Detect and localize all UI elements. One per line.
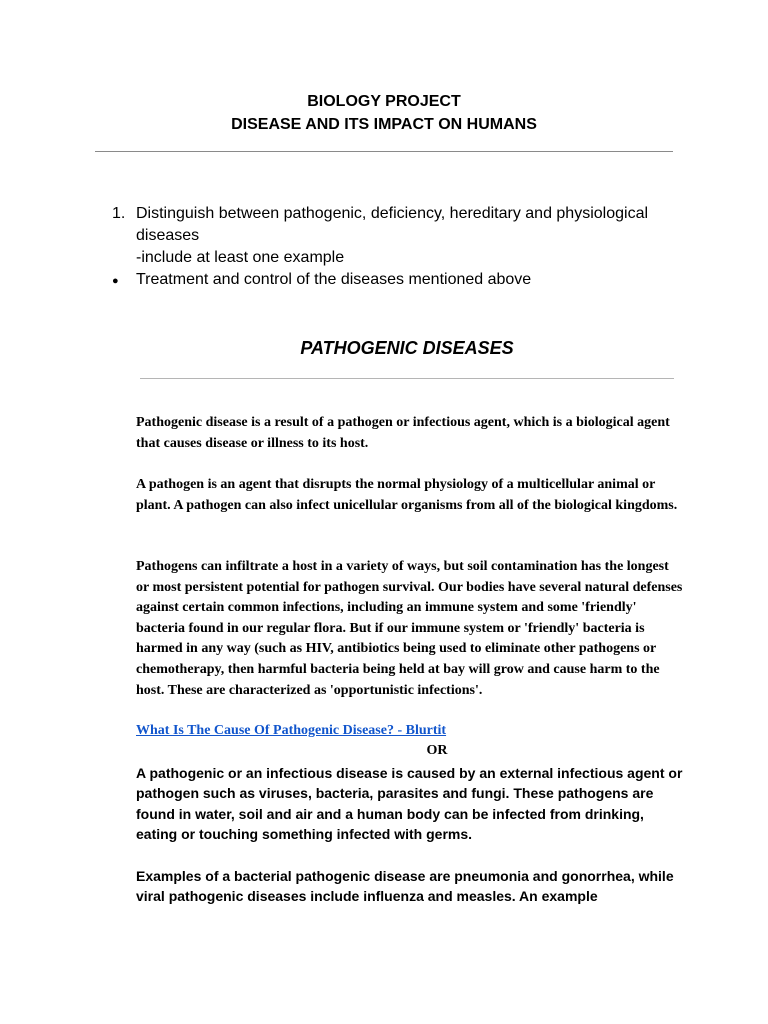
title-line-1: BIOLOGY PROJECT <box>307 93 461 110</box>
task-list-item-2 <box>112 269 682 291</box>
task-1-line-2: diseases <box>136 227 200 244</box>
task-2-text: Treatment and control of the diseases mentioned above <box>136 271 532 288</box>
paragraph-infiltration: Pathogens can infiltrate a host in a variety of ways, but soil contamination has the longest or most persistent potential for pathogen survival. Our bodies have several natural defenses against certain common infections, including an immune system and some 'friendly' bacteria found in our regular flora. But if our immune system or 'friendly' bacteria is harmed in any way (such as HIV, antibiotics being used to eliminate other pathogens or chemotherapy, then harmful bacteria being held at bay will grow and cause harm to the host. These are characterized as 'opportunistic infections'. <box>136 559 683 698</box>
list-number-1: 1. <box>112 205 126 222</box>
source-link[interactable]: What Is The Cause Of Pathogenic Disease? - Blurtit <box>136 723 447 738</box>
paragraph-infectious: A pathogenic or an infectious disease is caused by an external infectious agent or pathogen such as viruses, bacteria, parasites and fungi. These pathogens are found in water, soil and air and a human body can be infected from drinking, eating or touching something infected with germs. <box>136 765 683 843</box>
or-separator: OR <box>426 743 448 758</box>
task-1-line-3: -include at least one example <box>136 249 345 266</box>
bullet-icon: ● <box>112 275 119 287</box>
task-1-line-1: Distinguish between pathogenic, deficiency, hereditary and physiological <box>136 205 649 222</box>
title-line-2: DISEASE AND ITS IMPACT ON HUMANS <box>231 116 537 133</box>
header-divider <box>95 151 673 152</box>
paragraph-definition: Pathogenic disease is a result of a pathogen or infectious agent, which is a biological agent that causes disease or illness to its host. <box>136 415 670 451</box>
section-title: PATHOGENIC DISEASES <box>300 338 514 358</box>
task-list-item-1 <box>112 203 682 269</box>
section-divider <box>140 378 674 379</box>
paragraph-examples: Examples of a bacterial pathogenic disease are pneumonia and gonorrhea, while viral pathogenic diseases include influenza and measles. An example <box>136 868 674 905</box>
paragraph-pathogen: A pathogen is an agent that disrupts the normal physiology of a multicellular animal or plant. A pathogen can also infect unicellular organisms from all of the biological kingdoms. <box>136 477 678 513</box>
